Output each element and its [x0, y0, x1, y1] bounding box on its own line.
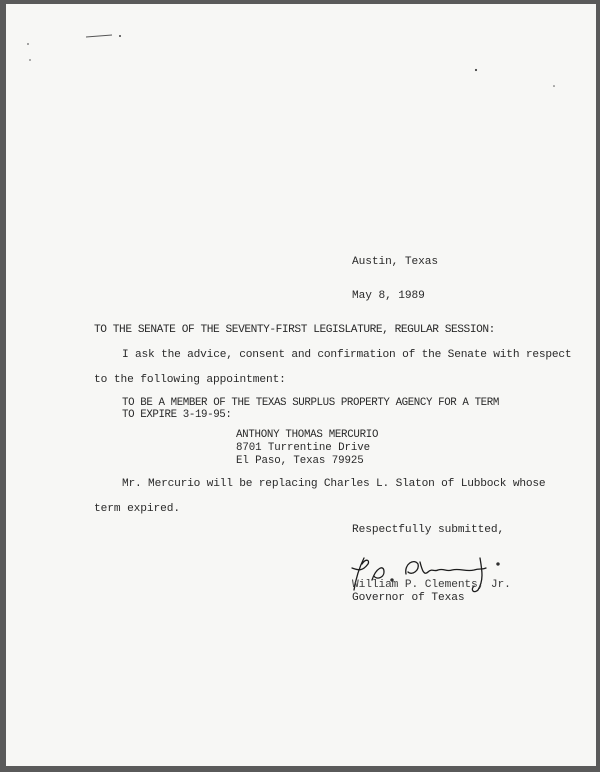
- appointment-line-2: TO EXPIRE 3-19-95:: [122, 409, 232, 421]
- appointee-name: ANTHONY THOMAS MERCURIO: [236, 429, 379, 441]
- note-line-2: term expired.: [94, 503, 180, 515]
- appointee-city: El Paso, Texas 79925: [236, 455, 364, 467]
- signer-name: William P. Clements, Jr.: [352, 579, 511, 591]
- body-line-2: to the following appointment:: [94, 374, 286, 386]
- letter-closing: Respectfully submitted,: [352, 524, 505, 536]
- letter-page: [6, 4, 596, 766]
- signer-title: Governor of Texas: [352, 592, 465, 604]
- note-line-1: Mr. Mercurio will be replacing Charles L. Slaton of Lubbock whose: [122, 478, 546, 490]
- appointee-street: 8701 Turrentine Drive: [236, 442, 370, 454]
- body-line-1: I ask the advice, consent and confirmation of the Senate with respect: [122, 349, 572, 361]
- letter-addressee: TO THE SENATE OF THE SEVENTY-FIRST LEGISLATURE, REGULAR SESSION:: [94, 324, 495, 336]
- letter-place: Austin, Texas: [352, 256, 438, 268]
- letter-date: May 8, 1989: [352, 290, 425, 302]
- appointment-line-1: TO BE A MEMBER OF THE TEXAS SURPLUS PROPERTY AGENCY FOR A TERM: [122, 397, 499, 409]
